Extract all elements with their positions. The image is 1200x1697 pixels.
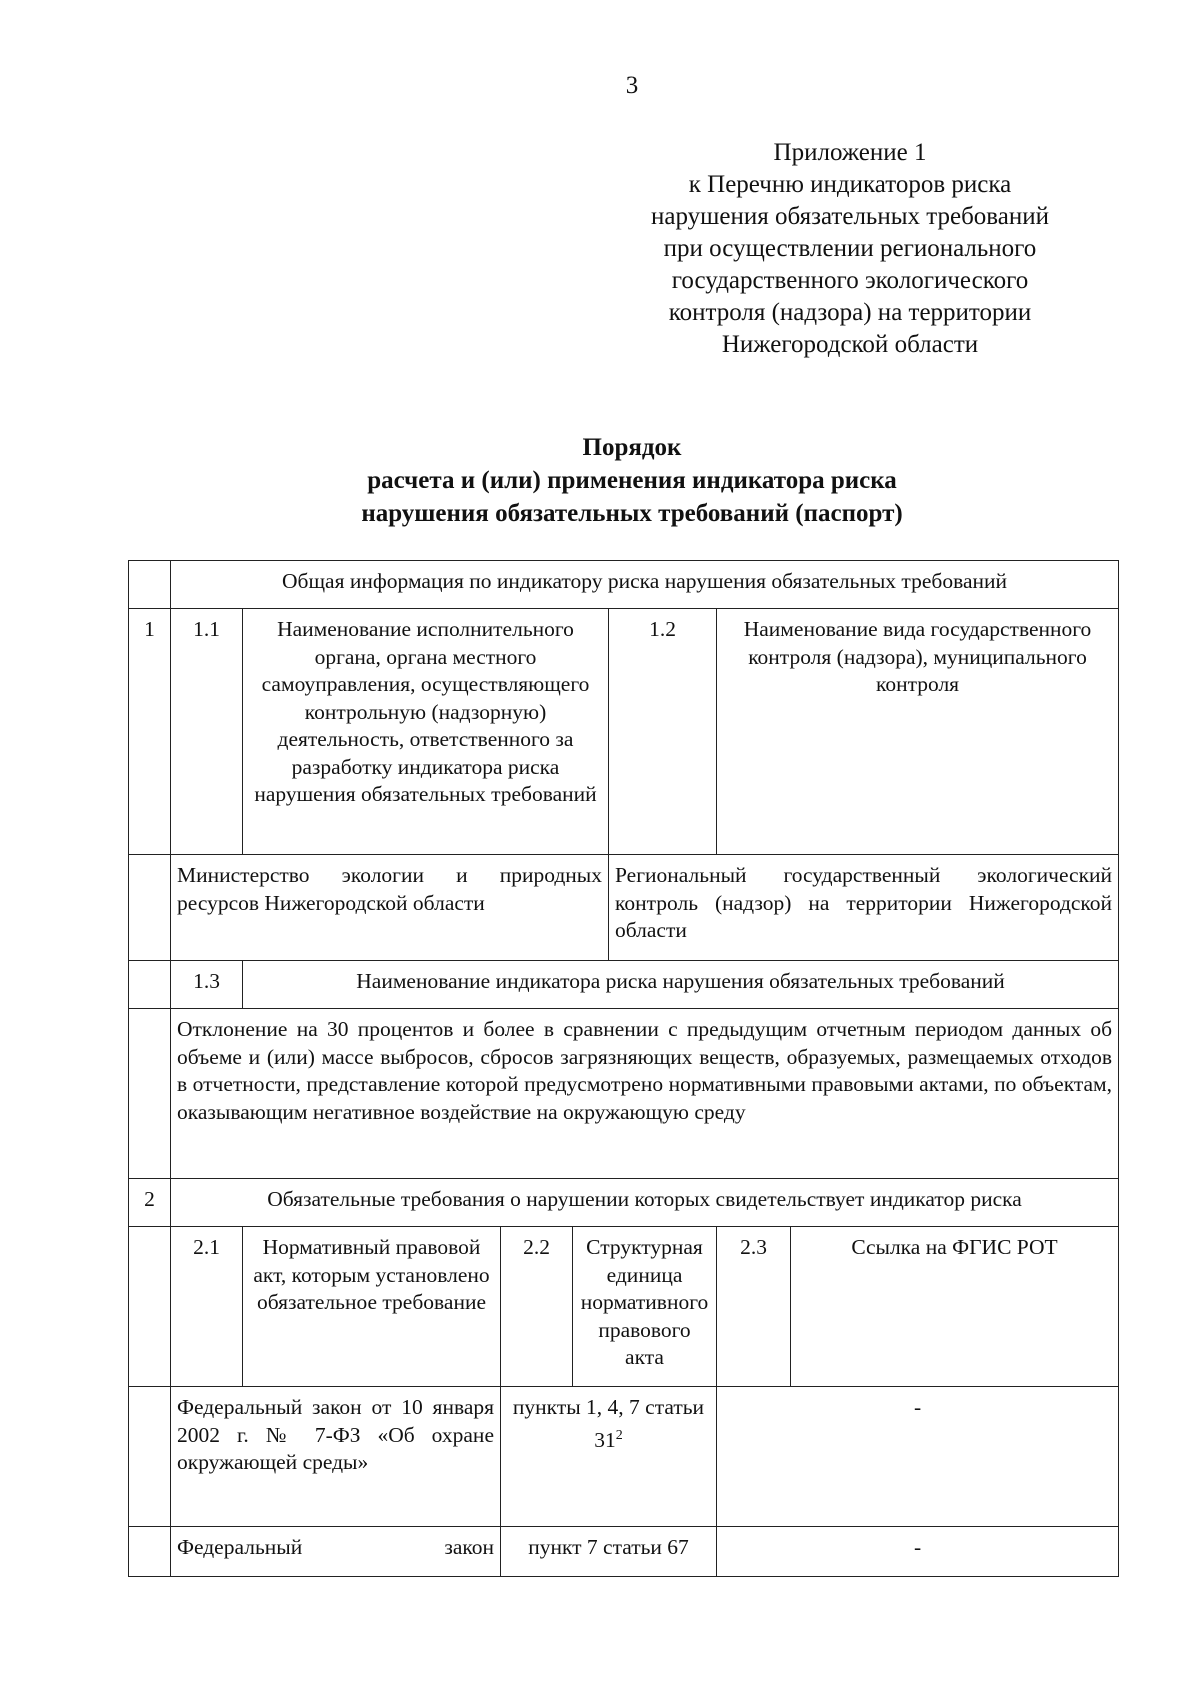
item-1-2-label: Наименование вида государственного контроля (надзора), муниципального контроля <box>717 609 1119 855</box>
item-1-2-number: 1.2 <box>609 609 717 855</box>
section1-header: Общая информация по индикатору риска нарушения обязательных требований <box>171 561 1119 609</box>
section1-spacer <box>129 855 171 961</box>
appendix-line: при осуществлении регионального <box>663 235 1037 262</box>
item-2-3-number: 2.3 <box>717 1227 791 1387</box>
section2-spacer <box>129 1527 171 1577</box>
link-cell: - <box>717 1527 1119 1577</box>
title-line: нарушения обязательных требований (паспорт) <box>361 500 903 527</box>
passport-table <box>128 560 1119 1577</box>
section1-spacer <box>129 561 171 609</box>
appendix-line: Нижегородской области <box>721 331 979 358</box>
item-2-1-number: 2.1 <box>171 1227 243 1387</box>
title-line: Порядок <box>582 434 682 461</box>
item-1-3-number: 1.3 <box>171 961 243 1009</box>
item-1-3-label: Наименование индикатора риска нарушения обязательных требований <box>243 961 1119 1009</box>
unit-superscript: 2 <box>615 1427 623 1443</box>
appendix-line: контроля (надзора) на территории <box>668 299 1032 326</box>
table-row <box>129 1527 1119 1577</box>
section2-number: 2 <box>129 1179 171 1227</box>
act-cell: Федеральный закон <box>171 1527 501 1577</box>
document-title <box>0 431 1200 530</box>
item-1-3-value: Отклонение на 30 процентов и более в сравнении с предыдущим отчетным периодом данных об объеме и (или) массе выбросов, сбросов загрязняющих веществ, образуемых, размещаемых отходов в отчетности, представление которой предусмотрено нормативными правовыми актами, по объектам, оказывающим негативное воздействие на окружающую среду <box>171 1009 1119 1179</box>
item-1-3-value-row <box>129 1009 1119 1179</box>
section1-labels-row <box>129 609 1119 855</box>
item-1-1-number: 1.1 <box>171 609 243 855</box>
item-1-1-label: Наименование исполнительного органа, органа местного самоуправления, осуществляющего контрольную (надзорную) деятельность, ответственного за разработку индикатора риска нарушения обязательных требований <box>243 609 609 855</box>
title-line: расчета и (или) применения индикатора риска <box>367 467 897 494</box>
link-cell: - <box>717 1387 1119 1527</box>
item-2-3-label: Ссылка на ФГИС РОТ <box>791 1227 1119 1387</box>
unit-cell: пункт 7 статьи 67 <box>501 1527 717 1577</box>
item-1-3-label-row <box>129 961 1119 1009</box>
page-number: 3 <box>625 72 639 99</box>
section2-spacer <box>129 1387 171 1527</box>
appendix-line: Приложение 1 <box>773 139 927 166</box>
appendix-line: государственного экологического <box>671 267 1029 294</box>
item-2-2-number: 2.2 <box>501 1227 573 1387</box>
appendix-line: нарушения обязательных требований <box>651 203 1049 230</box>
item-2-1-label: Нормативный правовой акт, которым установлено обязательное требование <box>243 1227 501 1387</box>
unit-text: пункты 1, 4, 7 статьи 31 <box>512 1395 705 1452</box>
section1-number: 1 <box>129 609 171 855</box>
section1-spacer <box>129 961 171 1009</box>
unit-cell <box>501 1387 717 1527</box>
section1-spacer <box>129 1009 171 1179</box>
appendix-line: к Перечню индикаторов риска <box>688 171 1012 198</box>
item-1-1-value: Министерство экологии и природных ресурсов Нижегородской области <box>171 855 609 961</box>
item-1-2-value: Региональный государственный экологический контроль (надзор) на территории Нижегородской области <box>609 855 1119 961</box>
table-row <box>129 1387 1119 1527</box>
section1-header-row <box>129 561 1119 609</box>
act-cell: Федеральный закон от 10 января 2002 г. № 7-ФЗ «Об охране окружающей среды» <box>171 1387 501 1527</box>
appendix-caption <box>630 137 1070 361</box>
section1-values-row <box>129 855 1119 961</box>
item-2-2-label: Структурная единица нормативного правового акта <box>573 1227 717 1387</box>
section2-header-row <box>129 1179 1119 1227</box>
section2-header: Обязательные требования о нарушении которых свидетельствует индикатор риска <box>171 1179 1119 1227</box>
section2-labels-row <box>129 1227 1119 1387</box>
section2-spacer <box>129 1227 171 1387</box>
